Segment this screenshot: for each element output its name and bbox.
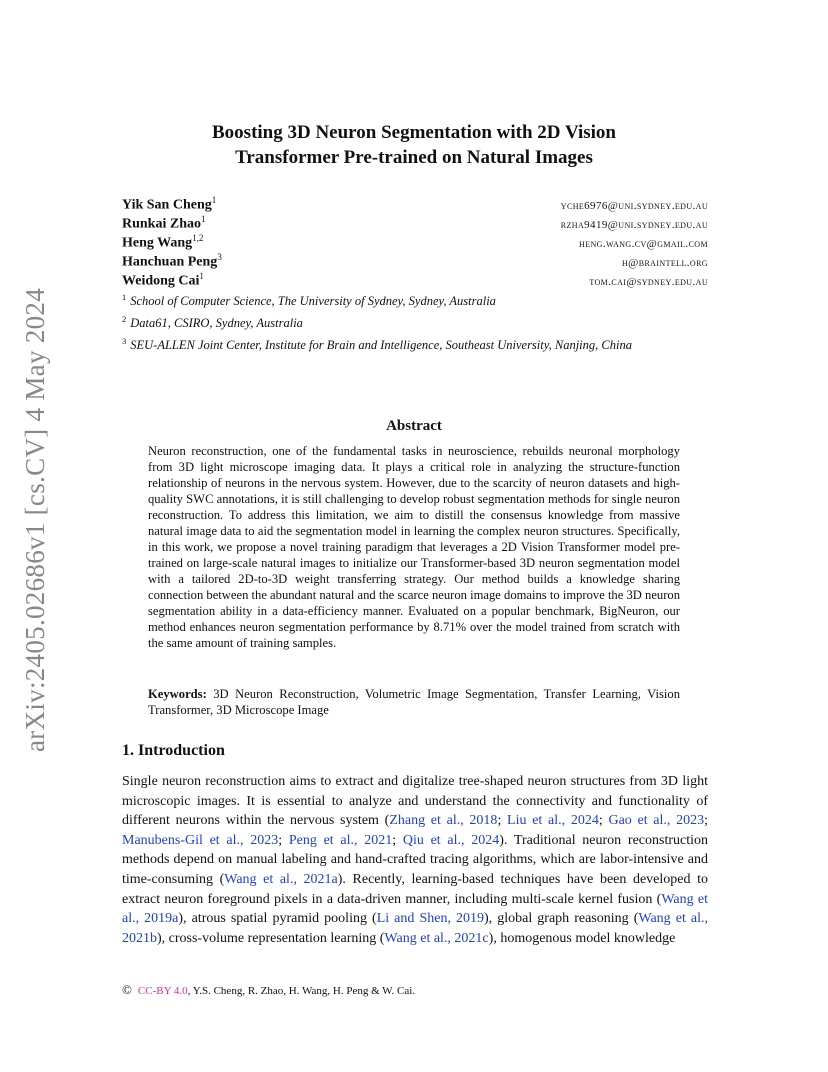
footer-copyright	[122, 982, 415, 998]
citation-link[interactable]: Li and Shen, 2019	[376, 911, 485, 927]
footer-text: , Y.S. Cheng, R. Zhao, H. Wang, H. Peng & W. Cai.	[187, 985, 416, 997]
author-name: Heng Wang$^{1,2}$	[122, 233, 204, 251]
affiliation: $^1$ School of Computer Science, The University of Sydney, Sydney, Australia	[122, 292, 496, 309]
copyright-icon: ©	[122, 982, 132, 997]
author-name: Hanchuan Peng$^3$	[122, 252, 222, 270]
author-email[interactable]: heng.wang.cv@gmail.com	[579, 237, 708, 250]
affiliations	[122, 288, 708, 354]
author-list	[122, 195, 708, 290]
citation-link[interactable]: Qiu et al., 2024	[402, 832, 500, 848]
author-row	[122, 233, 708, 252]
affiliation: $^3$ SEU-ALLEN Joint Center, Institute for Brain and Intelligence, Southeast University, Nanjing, China	[122, 336, 632, 353]
citation-link[interactable]: Zhang et al., 2018	[389, 813, 498, 829]
title-line-1: Boosting 3D Neuron Segmentation with 2D Vision	[212, 122, 616, 143]
citation-link[interactable]: Gao et al., 2023	[608, 813, 705, 829]
citation-link[interactable]: Manubens-Gil et al., 2023	[122, 832, 279, 848]
license-link[interactable]: CC-BY 4.0	[137, 985, 188, 997]
keywords	[148, 686, 680, 718]
introduction-paragraph: Single neuron reconstruction aims to extract and digitalize tree-shaped neuron structures from 3D light microscopic images. It is essential to analyze and understand the connectivity and functionality of different neurons within the nervous system (Zhang et al., 2018; Liu et al., 2024; Gao et al., 2023; Manubens-Gil et al., 2023; Peng et al., 2021; Qiu et al., 2024). Traditional neuron reconstruction methods depend on manual labeling and hand-crafted tracing algorithms, which are labor-intensive and time-consuming (Wang et al., 2021a). Recently, learning-based techniques have been developed to extract neuron foreground pixels in a data-driven manner, including multi-scale kernel fusion (Wang et al., 2019a), atrous spatial pyramid pooling (Li and Shen, 2019), global graph reasoning (Wang et al., 2021b), cross-volume representation learning (Wang et al., 2021c), homogenous model knowledge	[122, 774, 709, 946]
abstract-text: Neuron reconstruction, one of the fundamental tasks in neuroscience, rebuilds neuronal morphology from 3D light microscope imaging data. It plays a critical role in analyzing the structure-function relationship of neurons in the nervous system. However, due to the scarcity of neuron datasets and high-quality SWC annotations, it is still challenging to develop robust segmentation methods for single neuron reconstruction. To address this limitation, we aim to distill the consensus knowledge from massive natural image data to aid the segmentation model in learning the complex neuron structures. Specifically, in this work, we propose a novel training paradigm that leverages a 2D Vision Transformer model pre-trained on large-scale natural images to initialize our Transformer-based 3D neuron segmentation model with a tailored 2D-to-3D weight transferring strategy. Our method builds a knowledge sharing connection between the abundant natural and the scarce neuron image domains to improve the 3D neuron segmentation ability in a data-efficiency manner. Evaluated on a popular benchmark, BigNeuron, our method enhances neuron segmentation performance by 8.71% over the model trained from scratch with the same amount of training samples.	[148, 444, 680, 650]
author-row	[122, 252, 708, 271]
arxiv-identifier: arXiv:2405.02686v1 [cs.CV] 4 May 2024	[20, 287, 50, 753]
keywords-text: 3D Neuron Reconstruction, Volumetric Image Segmentation, Transfer Learning, Vision Transformer, 3D Microscope Image	[148, 687, 680, 717]
author-name: Runkai Zhao$^1$	[122, 214, 206, 232]
title-line-2: Transformer Pre-trained on Natural Images	[235, 147, 593, 168]
abstract-heading: Abstract	[386, 418, 442, 434]
citation-link[interactable]: Wang et al., 2019a	[122, 891, 708, 927]
author-name: Yik San Cheng$^1$	[122, 195, 217, 213]
author-name: Weidong Cai$^1$	[122, 271, 204, 289]
citation-link[interactable]: Wang et al., 2021c	[384, 930, 489, 946]
keywords-label: Keywords:	[148, 687, 207, 701]
author-email[interactable]: h@braintell.org	[622, 256, 708, 269]
section-heading: 1. Introduction	[122, 742, 225, 759]
paper-title	[120, 120, 708, 170]
author-email[interactable]: yche6976@uni.sydney.edu.au	[560, 199, 708, 212]
author-email[interactable]: tom.cai@sydney.edu.au	[589, 275, 708, 288]
author-email[interactable]: rzha9419@uni.sydney.edu.au	[560, 218, 708, 231]
citation-link[interactable]: Wang et al., 2021b	[122, 911, 709, 946]
citation-link[interactable]: Wang et al., 2021a	[224, 871, 338, 887]
citation-link[interactable]: Peng et al., 2021	[288, 832, 393, 848]
affiliation: $^2$ Data61, CSIRO, Sydney, Australia	[122, 314, 303, 331]
author-row	[122, 214, 708, 233]
author-row	[122, 195, 708, 214]
citation-link[interactable]: Liu et al., 2024	[507, 813, 599, 829]
